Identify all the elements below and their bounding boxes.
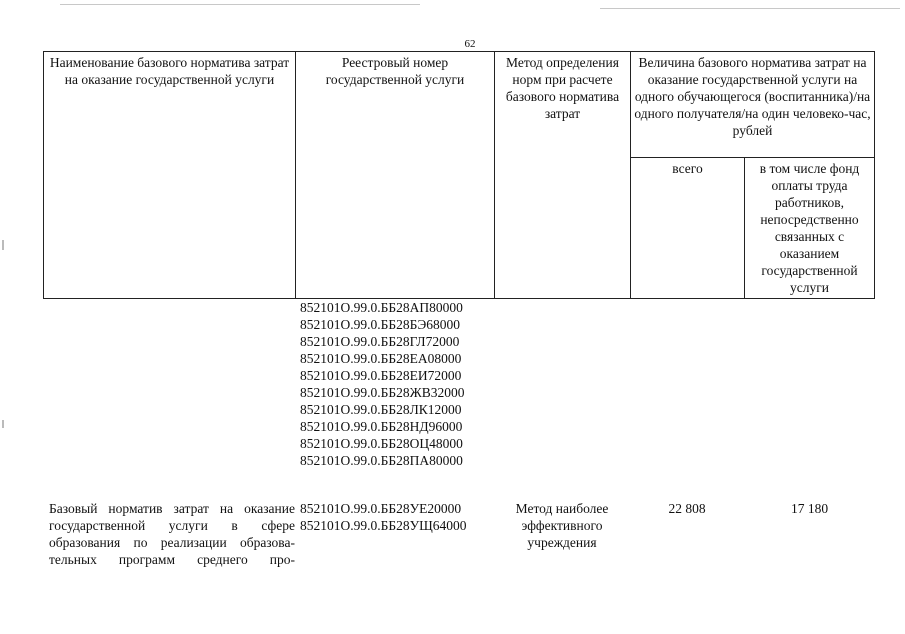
row-method: Метод наиболее эффективного учреждения: [515, 501, 609, 550]
row-total-value: 22 808: [668, 501, 706, 516]
row-name-line: Базовый норматив затрат на оказание: [49, 501, 295, 516]
column-divider: [295, 52, 296, 298]
row-registry-codes: [300, 500, 500, 534]
registry-code: 852101О.99.0.ББ28УЩ64000: [300, 518, 467, 533]
registry-code: 852101О.99.0.ББ28ЕА08000: [300, 351, 462, 366]
scan-artifact: [600, 8, 900, 9]
header-service-name: Наименование базового норматива затрат на оказание государственной услуги: [49, 55, 290, 87]
row-name-line: тельных программ среднего про-: [49, 552, 295, 567]
registry-code: 852101О.99.0.ББ28ГЛ72000: [300, 334, 460, 349]
registry-code: 852101О.99.0.ББ28ЕИ72000: [300, 368, 462, 383]
subheader-divider: [630, 157, 874, 158]
row-name-line: образования по реализации образова-: [49, 535, 295, 550]
continued-codes-list: [300, 299, 500, 469]
scan-artifact: [2, 240, 4, 250]
header-payroll-fund: в том числе фонд оплаты труда работников, непосредственно связанных с оказанием государственной услуги: [759, 161, 860, 295]
registry-code: 852101О.99.0.ББ28БЭ68000: [300, 317, 461, 332]
row-name-line: государственной услуги в сфере: [49, 518, 295, 533]
registry-code: 852101О.99.0.ББ28АП80000: [300, 300, 463, 315]
registry-code: 852101О.99.0.ББ28НД96000: [300, 419, 463, 434]
header-total: всего: [672, 161, 703, 176]
registry-code: 852101О.99.0.ББ28ЛК12000: [300, 402, 462, 417]
row-service-name: [49, 500, 295, 568]
scan-artifact: [60, 4, 420, 5]
registry-code: 852101О.99.0.ББ28ПА80000: [300, 453, 463, 468]
header-registry-number: Реестровый номер государственной услуги: [325, 55, 465, 87]
registry-code: 852101О.99.0.ББ28УЕ20000: [300, 501, 462, 516]
registry-code: 852101О.99.0.ББ28ОЦ48000: [300, 436, 463, 451]
header-norm-value: Величина базового норматива затрат на оказание государственной услуги на одного обучающегося (воспитанника)/на одного получателя/на один человеко-час, рублей: [634, 55, 871, 138]
registry-code: 852101О.99.0.ББ28ЖВ32000: [300, 385, 465, 400]
scan-artifact: [2, 420, 4, 428]
table-header: [43, 51, 875, 299]
row-payroll-fund-value: 17 180: [790, 501, 829, 516]
page-number: 62: [464, 38, 476, 50]
header-method: Метод определения норм при расчете базового норматива затрат: [505, 55, 620, 121]
